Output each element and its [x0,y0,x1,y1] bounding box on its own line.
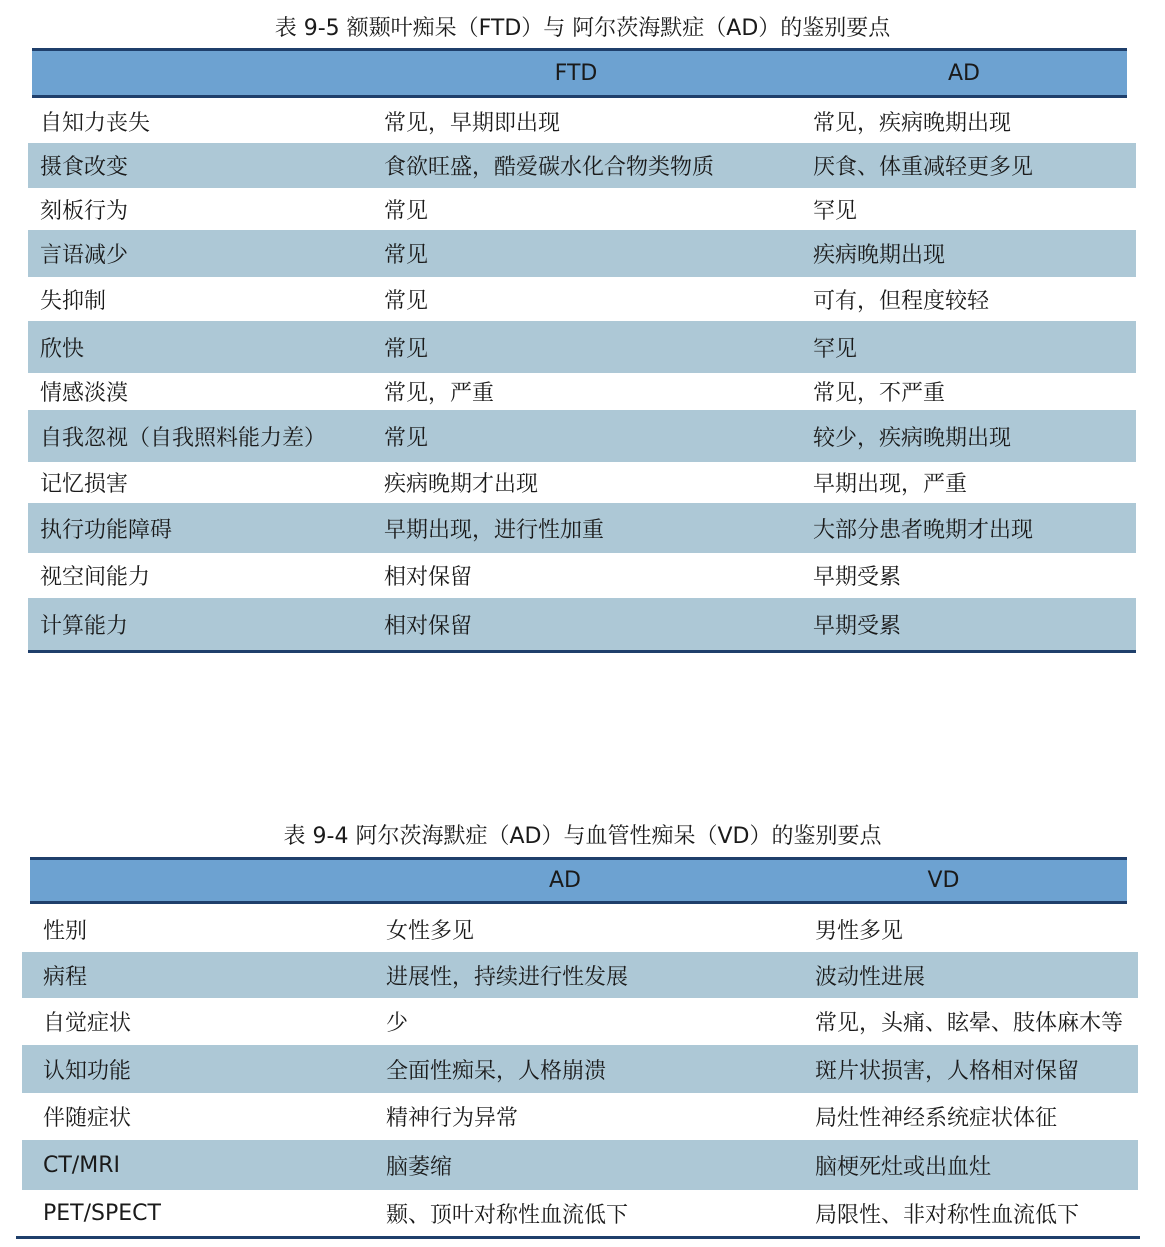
table1-header-col-ftd: FTD [554,60,598,86]
table2-header-col-ad: AD [549,868,581,893]
table-row [28,230,1136,277]
table-row [28,321,1136,373]
table-cell: 女性多见 [386,918,475,944]
table-cell: 病程 [43,964,88,990]
table-cell: 常见 [384,288,429,314]
table-cell: 常见 [384,336,429,362]
table-cell: 言语减少 [40,243,129,268]
table-cell: 脑萎缩 [386,1154,453,1180]
table-cell: 罕见 [813,336,858,362]
table-cell: 常见，头痛、眩晕、肢体麻木等 [815,1011,1124,1036]
table-cell: 较少，疾病晚期出现 [813,425,1012,451]
table-cell: 摄食改变 [40,155,129,180]
table-row [28,410,1136,462]
table2-header-col-vd: VD [927,868,960,893]
table-cell: 精神行为异常 [386,1106,519,1131]
table-row [28,277,1136,321]
table-cell: 相对保留 [384,613,473,639]
table-cell: 常见 [384,425,429,451]
table-row [22,952,1138,998]
table-cell: PET/SPECT [43,1200,161,1226]
table-row [28,598,1136,650]
table-cell: 失抑制 [40,288,107,314]
table-row [28,189,1136,230]
table-cell: 颞、顶叶对称性血流低下 [386,1202,629,1228]
table-cell: 早期出现，严重 [813,472,968,497]
table-cell: 常见，早期即出现 [384,111,561,136]
table1-header-col-1 [32,51,372,95]
table-row [28,503,1136,553]
table-cell: 记忆损害 [40,472,129,497]
table-cell: 全面性痴呆，人格崩溃 [386,1058,607,1084]
table-cell: 大部分患者晚期才出现 [813,517,1034,543]
table-cell: 计算能力 [40,613,129,639]
table-cell: 常见，不严重 [813,381,946,406]
table-cell: 局限性、非对称性血流低下 [815,1202,1080,1228]
table-row [22,1093,1138,1140]
table1-bottom-rule [28,650,1136,653]
table-row [22,1190,1138,1236]
table-cell: 可有，但程度较轻 [813,288,990,314]
table-cell: 相对保留 [384,565,473,590]
table1-header-col-ad: AD [948,60,980,86]
table-cell: 常见，严重 [384,381,495,406]
table-cell: 早期受累 [813,613,902,639]
table-cell: 刻板行为 [40,199,129,224]
table-cell: 自觉症状 [43,1011,132,1036]
table-row [28,462,1136,503]
table1-header [32,48,1127,98]
table-cell: 厌食、体重减轻更多见 [813,155,1034,180]
table2-header [30,857,1127,904]
table2-header-col-1 [30,860,370,901]
table-cell: 早期出现，进行性加重 [384,517,605,543]
table-cell: CT/MRI [43,1152,120,1178]
table-cell: 常见，疾病晚期出现 [813,111,1012,136]
table-cell: 性别 [43,918,88,944]
table-row [22,1140,1138,1190]
table-row [28,143,1136,188]
table-row [28,553,1136,598]
table-cell: 自我忽视（自我照料能力差） [40,425,327,451]
table-cell: 执行功能障碍 [40,517,173,543]
table-cell: 伴随症状 [43,1106,132,1131]
table-cell: 视空间能力 [40,565,151,590]
table-cell: 常见 [384,243,429,268]
table-cell: 食欲旺盛，酷爱碳水化合物类物质 [384,155,715,180]
table2-caption: 表 9-4 阿尔茨海默症（AD）与血管性痴呆（VD）的鉴别要点 [283,824,882,849]
table-cell: 情感淡漠 [40,381,129,406]
table-cell: 斑片状损害，人格相对保留 [815,1058,1080,1084]
table-cell: 常见 [384,199,429,224]
table-cell: 进展性，持续进行性发展 [386,964,629,990]
table-cell: 自知力丧失 [40,111,151,136]
table-cell: 少 [386,1011,409,1036]
table-row [28,100,1136,143]
table-row [22,906,1138,952]
table-cell: 疾病晚期才出现 [384,472,539,497]
table-cell: 欣快 [40,336,85,362]
table-cell: 早期受累 [813,565,902,590]
table-row [28,373,1136,410]
table-cell: 波动性进展 [815,964,926,990]
table-cell: 疾病晚期出现 [813,243,946,268]
table-cell: 男性多见 [815,918,904,944]
table2-bottom-rule [16,1236,1140,1239]
table1-caption: 表 9-5 额颞叶痴呆（FTD）与 阿尔茨海默症（AD）的鉴别要点 [274,16,891,41]
table-cell: 罕见 [813,199,858,224]
table-row [22,1045,1138,1093]
table-cell: 脑梗死灶或出血灶 [815,1154,992,1180]
table-cell: 局灶性神经系统症状体征 [815,1106,1058,1131]
table-cell: 认知功能 [43,1058,132,1084]
table-row [22,998,1138,1045]
